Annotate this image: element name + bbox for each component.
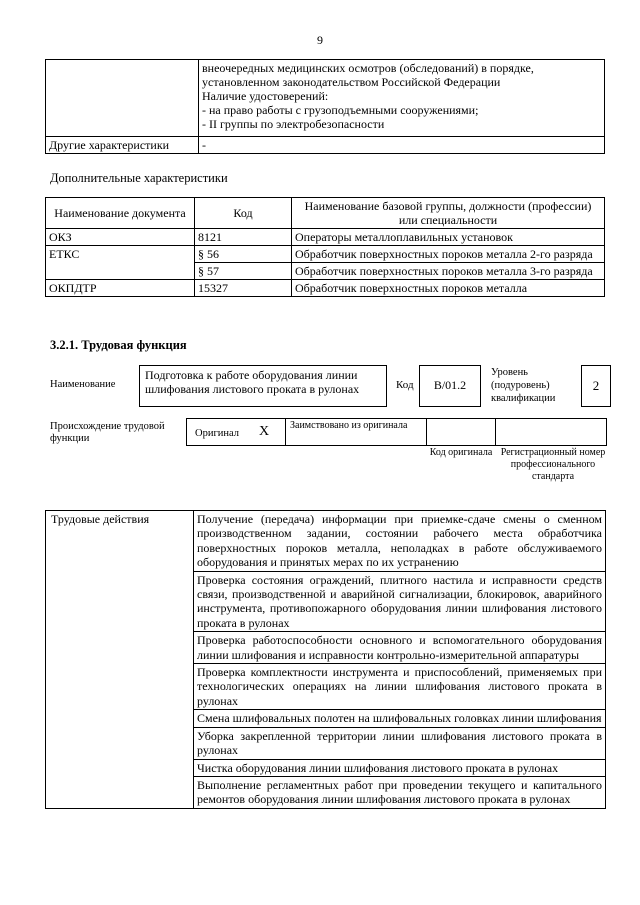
empty-cell: [46, 60, 199, 137]
labor-action-item: Получение (передача) информации при приемке-сдаче смены о сменном производственном задании, состоянии рабочего места обработчика поверхностных пороков металла, неполадках в работе обслуживаемого оборудования и принятых мерах по их устранению: [194, 511, 606, 572]
cell-name: Операторы металлоплавильных установок: [292, 229, 605, 246]
requirements-cell: [199, 60, 605, 137]
text-line: внеочередных медицинских осмотров (обследований) в порядке,: [202, 61, 534, 75]
text-line: - II группы по электробезопасности: [202, 117, 385, 131]
cell-name: Обработчик поверхностных пороков металла: [292, 280, 605, 297]
cell-code: § 56: [195, 246, 292, 263]
header-group-name: Наименование базовой группы, должности (профессии) или специальности: [292, 198, 605, 229]
level-label: Уровень (подуровень) квалификации: [491, 367, 556, 404]
other-characteristics-value: -: [199, 137, 605, 154]
original-label: Оригинал: [195, 428, 239, 439]
function-name-box: Подготовка к работе оборудования линии шлифования листового проката в рулонах: [139, 365, 387, 407]
table-row: [46, 246, 605, 263]
table-row: [46, 511, 606, 572]
labor-actions-label: Трудовые действия: [46, 511, 194, 809]
table-header-row: [46, 198, 605, 229]
table-row: [46, 60, 605, 137]
header-document: Наименование документа: [46, 198, 195, 229]
table-row: [46, 280, 605, 297]
code-original-cell: [426, 418, 496, 446]
requirements-table: [45, 59, 605, 154]
page-number: 9: [317, 33, 323, 47]
code-original-label: Код оригинала: [429, 447, 493, 458]
name-label: Наименование: [50, 379, 116, 390]
original-mark: X: [259, 424, 270, 439]
cell-name: Обработчик поверхностных пороков металла 2-го разряда: [292, 246, 605, 263]
cell-code: § 57: [195, 263, 292, 280]
additional-characteristics-title: Дополнительные характеристики: [50, 171, 228, 185]
function-code-box: В/01.2: [419, 365, 481, 407]
labor-action-item: Уборка закрепленной территории линии шлифования листового проката в рулонах: [194, 727, 606, 759]
level-value-box: 2: [581, 365, 611, 407]
other-characteristics-label: Другие характеристики: [46, 137, 199, 154]
cell-code: 15327: [195, 280, 292, 297]
cell-document: ОКПДТР: [46, 280, 195, 297]
table-row: [46, 137, 605, 154]
labor-action-item: Выполнение регламентных работ при проведении текущего и капитального ремонтов оборудования линии шлифования листового проката в рулонах: [194, 776, 606, 808]
labor-action-item: Проверка работоспособности основного и вспомогательного оборудования линии шлифования и исправности контрольно-измерительной аппаратуры: [194, 632, 606, 664]
labor-action-item: Смена шлифовальных полотен на шлифовальных головках линии шлифования: [194, 710, 606, 727]
labor-action-item: Чистка оборудования линии шлифования листового проката в рулонах: [194, 759, 606, 776]
additional-characteristics-table: [45, 197, 605, 297]
origin-label: Происхождение трудовой функции: [50, 421, 165, 444]
text-line: Наличие удостоверений:: [202, 89, 329, 103]
text-line: - на право работы с грузоподъемными сооружениями;: [202, 103, 479, 117]
cell-code: 8121: [195, 229, 292, 246]
labor-actions-table: [45, 510, 606, 809]
table-row: [46, 229, 605, 246]
borrowed-cell: Заимствовано из оригинала: [285, 418, 427, 446]
reg-number-label: Регистрационный номер профессионального стандарта: [500, 447, 606, 482]
function-heading: 3.2.1. Трудовая функция: [50, 338, 187, 352]
header-code: Код: [195, 198, 292, 229]
reg-number-cell: [495, 418, 607, 446]
cell-document: ОКЗ: [46, 229, 195, 246]
cell-document: ЕТКС: [46, 246, 195, 280]
original-cell: [186, 418, 286, 446]
code-label: Код: [396, 379, 414, 391]
labor-action-item: Проверка комплектности инструмента и приспособлений, применяемых при технологических операциях на линии шлифования листового проката в рулонах: [194, 664, 606, 710]
labor-action-item: Проверка состояния ограждений, плитного настила и исправности средств связи, производственной и аварийной сигнализации, блокировок, аварийного инструмента, противопожарного оборудования линии шлифования листового проката в рулонах: [194, 571, 606, 632]
cell-name: Обработчик поверхностных пороков металла 3-го разряда: [292, 263, 605, 280]
text-line: установленном законодательством Российской Федерации: [202, 75, 501, 89]
